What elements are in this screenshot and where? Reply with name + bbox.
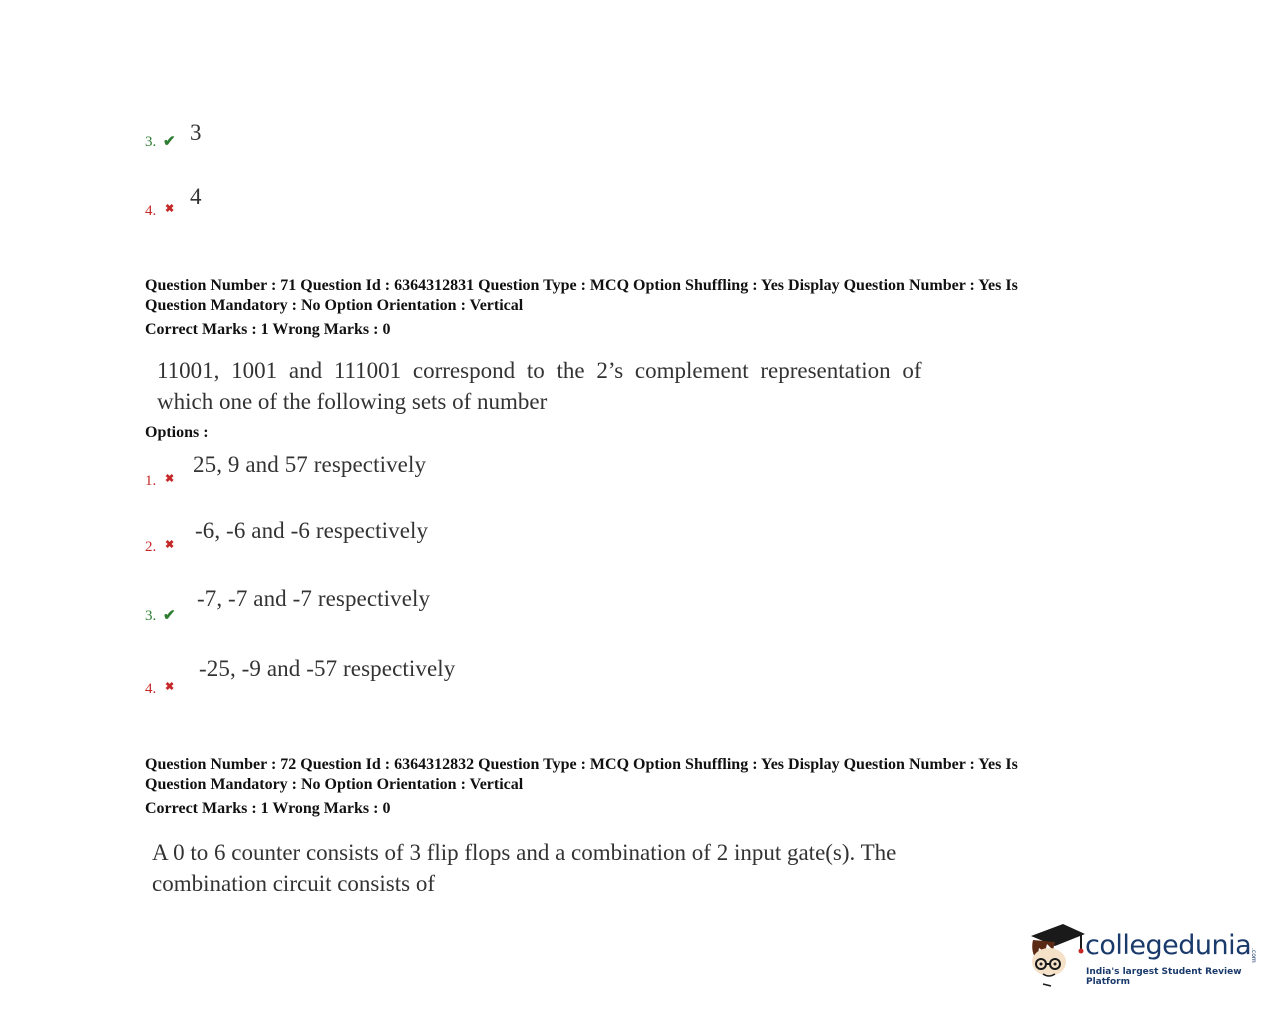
q71-meta-line1: Question Number : 71 Question Id : 6364312831 Question Type : MCQ Option Shuffling : Yes Display Question Number : Yes Is	[145, 277, 1018, 294]
prev-option-4	[145, 184, 545, 224]
check-icon: ✔	[163, 134, 176, 150]
option-text: 25, 9 and 57 respectively	[193, 452, 427, 477]
cross-icon: ✖	[165, 681, 175, 693]
q71-text	[157, 355, 942, 417]
q71-text-line1: 11001, 1001 and 111001 correspond to the 2’s complement representation of	[157, 358, 922, 383]
q72-meta-line1: Question Number : 72 Question Id : 6364312832 Question Type : MCQ Option Shuffling : Yes Display Question Number : Yes Is	[145, 756, 1018, 773]
option-number: 4.	[145, 203, 157, 219]
option-text: 4	[190, 184, 202, 209]
cross-icon: ✖	[165, 203, 175, 215]
q72-text	[152, 837, 952, 899]
logo-tagline: India's largest Student Review Platform	[1086, 967, 1242, 987]
q72-meta	[145, 755, 1145, 819]
q71-option-1	[145, 452, 595, 492]
prev-option-3	[145, 120, 545, 160]
logo-name: collegedunia	[1085, 930, 1252, 961]
q71-meta	[145, 276, 1145, 340]
option-number: 1.	[145, 473, 157, 489]
q71-marks: Correct Marks : 1 Wrong Marks : 0	[145, 321, 391, 338]
collegedunia-logo	[1025, 918, 1260, 990]
option-number: 4.	[145, 681, 157, 697]
check-icon: ✔	[163, 608, 176, 624]
q72-meta-line2: Question Mandatory : No Option Orientation : Vertical	[145, 776, 524, 793]
option-number: 3.	[145, 608, 157, 624]
q71-text-line2: which one of the following sets of number	[157, 389, 548, 414]
option-text: 3	[190, 120, 202, 145]
q71-options-label: Options :	[145, 424, 209, 441]
mascot-icon	[1025, 918, 1087, 988]
q71-option-4	[145, 656, 595, 696]
option-number: 3.	[145, 134, 157, 150]
cross-icon: ✖	[165, 539, 175, 551]
logo-suffix: .com	[1250, 948, 1257, 963]
q72-marks: Correct Marks : 1 Wrong Marks : 0	[145, 800, 391, 817]
option-text: -6, -6 and -6 respectively	[195, 518, 429, 543]
q71-option-3	[145, 586, 595, 626]
q72-text-line2: combination circuit consists of	[152, 871, 435, 896]
option-text: -25, -9 and -57 respectively	[199, 656, 456, 681]
q72-text-line1: A 0 to 6 counter consists of 3 flip flops and a combination of 2 input gate(s). The	[152, 840, 897, 865]
option-text: -7, -7 and -7 respectively	[197, 586, 431, 611]
q71-meta-line2: Question Mandatory : No Option Orientation : Vertical	[145, 297, 524, 314]
option-number: 2.	[145, 539, 157, 555]
cross-icon: ✖	[165, 473, 175, 485]
q71-option-2	[145, 518, 595, 558]
